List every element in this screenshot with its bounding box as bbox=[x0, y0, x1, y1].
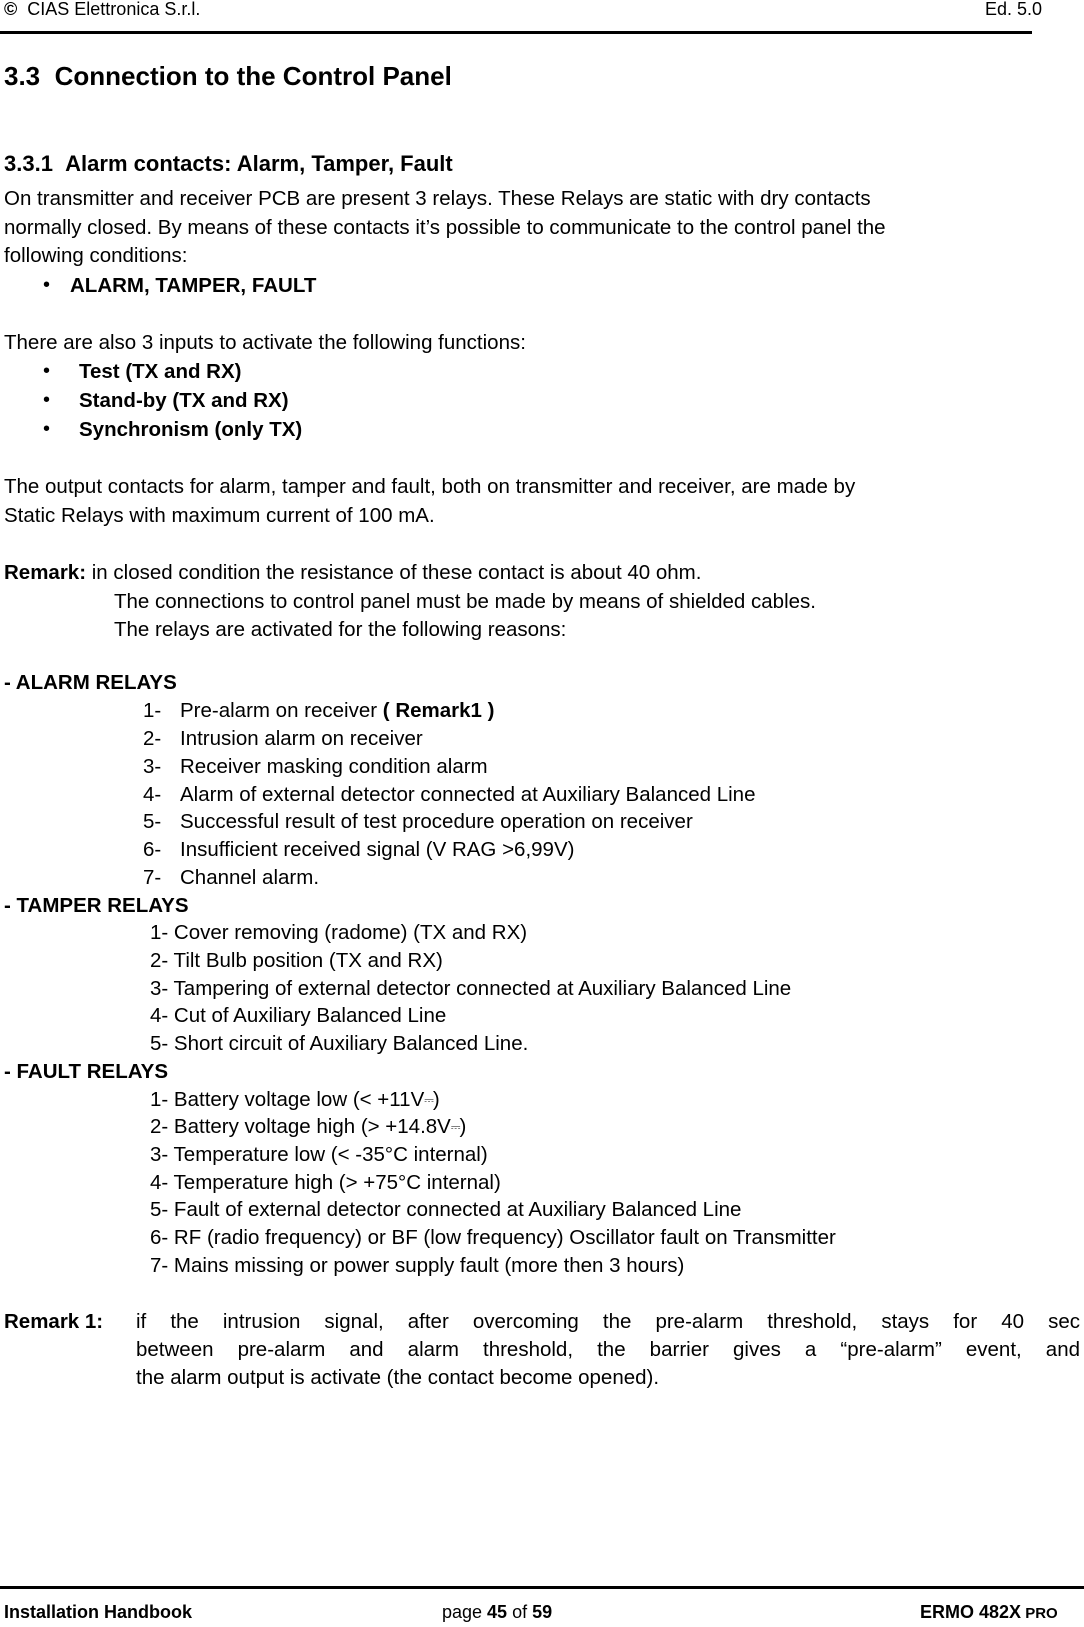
bullet-icon: • bbox=[43, 418, 51, 440]
page-header bbox=[4, 0, 200, 20]
remark-line-1 bbox=[4, 561, 701, 585]
tamper-item: 3- Tampering of external detector connected at Auxiliary Balanced Line bbox=[150, 977, 792, 1000]
fault-item bbox=[150, 1088, 440, 1112]
fault-relays-heading: - FAULT RELAYS bbox=[4, 1060, 169, 1083]
edition: Ed. 5.0 bbox=[985, 0, 1043, 19]
section-number: 3.3 bbox=[4, 61, 41, 91]
alarm-item-text: Pre-alarm on receiver bbox=[180, 699, 383, 722]
condition-item: ALARM, TAMPER, FAULT bbox=[70, 274, 317, 297]
remark-text: in closed condition the resistance of these contact is about 40 ohm. bbox=[86, 561, 702, 584]
intro-line-1: On transmitter and receiver PCB are present 3 relays. These Relays are static with dry contacts bbox=[4, 187, 871, 210]
remark1-label: Remark 1: bbox=[4, 1310, 104, 1333]
tamper-item: 2- Tilt Bulb position (TX and RX) bbox=[150, 949, 443, 972]
remark-line-2: The connections to control panel must be made by means of shielded cables. bbox=[114, 590, 816, 613]
bullet-icon: • bbox=[43, 274, 51, 296]
page-current: 45 bbox=[487, 1602, 508, 1622]
dc-symbol-icon: ⎓ bbox=[424, 1093, 433, 1108]
alarm-item-num: 6- bbox=[143, 838, 162, 861]
fault-item-text: ) bbox=[432, 1088, 440, 1111]
subsection-number: 3.3.1 bbox=[4, 151, 53, 176]
alarm-item-num: 1- bbox=[143, 699, 162, 722]
input-item: Synchronism (only TX) bbox=[79, 418, 303, 441]
header-rule bbox=[0, 31, 1032, 34]
fault-item: 3- Temperature low (< -35°C internal) bbox=[150, 1143, 488, 1166]
section-heading bbox=[4, 61, 452, 92]
bullet-icon: • bbox=[43, 389, 51, 411]
product-suffix: PRO bbox=[1021, 1605, 1058, 1622]
footer-product bbox=[920, 1602, 1058, 1623]
footer-page-number bbox=[442, 1602, 552, 1623]
inputs-intro: There are also 3 inputs to activate the following functions: bbox=[4, 331, 526, 354]
tamper-relays-heading: - TAMPER RELAYS bbox=[4, 894, 189, 917]
product-name: ERMO 482X bbox=[920, 1602, 1022, 1622]
alarm-item-num: 3- bbox=[143, 755, 162, 778]
fault-item-text: ) bbox=[459, 1115, 467, 1138]
alarm-item bbox=[180, 699, 494, 723]
fault-item: 7- Mains missing or power supply fault (more then 3 hours) bbox=[150, 1254, 685, 1277]
alarm-item: Receiver masking condition alarm bbox=[180, 755, 488, 778]
output-line-1: The output contacts for alarm, tamper and fault, both on transmitter and receiver, are made by bbox=[4, 475, 856, 498]
remark-label: Remark: bbox=[4, 561, 87, 584]
section-title: Connection to the Control Panel bbox=[54, 61, 452, 91]
copyright-symbol: © bbox=[4, 0, 18, 19]
footer-rule bbox=[0, 1586, 1084, 1589]
input-item: Test (TX and RX) bbox=[79, 360, 242, 383]
footer-handbook: Installation Handbook bbox=[4, 1602, 193, 1622]
tamper-item: 5- Short circuit of Auxiliary Balanced Line. bbox=[150, 1032, 529, 1055]
alarm-item-num: 5- bbox=[143, 810, 162, 833]
subsection-title: Alarm contacts: Alarm, Tamper, Fault bbox=[65, 151, 453, 176]
remark1-line-2: between pre-alarm and alarm threshold, the barrier gives a “pre-alarm” event, and bbox=[136, 1338, 1080, 1361]
fault-item-text: 1- Battery voltage low (< +11V bbox=[150, 1088, 425, 1111]
intro-line-3: following conditions: bbox=[4, 244, 188, 267]
alarm-relays-heading: - ALARM RELAYS bbox=[4, 671, 177, 694]
fault-item bbox=[150, 1115, 466, 1139]
remark1-line-1: if the intrusion signal, after overcoming the pre-alarm threshold, stays for 40 sec bbox=[136, 1310, 1080, 1333]
dc-symbol-icon: ⎓ bbox=[450, 1120, 460, 1135]
fault-item: 4- Temperature high (> +75°C internal) bbox=[150, 1171, 501, 1194]
fault-item-text: 2- Battery voltage high (> +14.8V bbox=[150, 1115, 451, 1138]
page-word: page bbox=[442, 1602, 488, 1622]
output-line-2: Static Relays with maximum current of 100 mA. bbox=[4, 504, 435, 527]
alarm-item-num: 4- bbox=[143, 783, 162, 806]
alarm-item: Insufficient received signal (V RAG >6,99V) bbox=[180, 838, 575, 861]
alarm-item: Intrusion alarm on receiver bbox=[180, 727, 423, 750]
company-name: CIAS Elettronica S.r.l. bbox=[27, 0, 201, 19]
fault-item: 5- Fault of external detector connected at Auxiliary Balanced Line bbox=[150, 1198, 742, 1221]
alarm-item: Channel alarm. bbox=[180, 866, 320, 889]
alarm-item-num: 7- bbox=[143, 866, 162, 889]
page-total: 59 bbox=[532, 1602, 553, 1622]
bullet-icon: • bbox=[43, 360, 51, 382]
alarm-item-num: 2- bbox=[143, 727, 162, 750]
tamper-item: 1- Cover removing (radome) (TX and RX) bbox=[150, 921, 528, 944]
remark-line-3: The relays are activated for the following reasons: bbox=[114, 618, 567, 641]
fault-item: 6- RF (radio frequency) or BF (low frequency) Oscillator fault on Transmitter bbox=[150, 1226, 836, 1249]
tamper-item: 4- Cut of Auxiliary Balanced Line bbox=[150, 1004, 447, 1027]
alarm-item: Successful result of test procedure operation on receiver bbox=[180, 810, 693, 833]
of-word: of bbox=[507, 1602, 533, 1622]
input-item: Stand-by (TX and RX) bbox=[79, 389, 289, 412]
remark1-reference: ( Remark1 ) bbox=[382, 699, 495, 722]
alarm-item: Alarm of external detector connected at Auxiliary Balanced Line bbox=[180, 783, 756, 806]
intro-line-2: normally closed. By means of these contacts it’s possible to communicate to the control panel the bbox=[4, 216, 886, 239]
remark1-line-3: the alarm output is activate (the contact become opened). bbox=[136, 1366, 660, 1389]
subsection-heading bbox=[4, 151, 453, 177]
